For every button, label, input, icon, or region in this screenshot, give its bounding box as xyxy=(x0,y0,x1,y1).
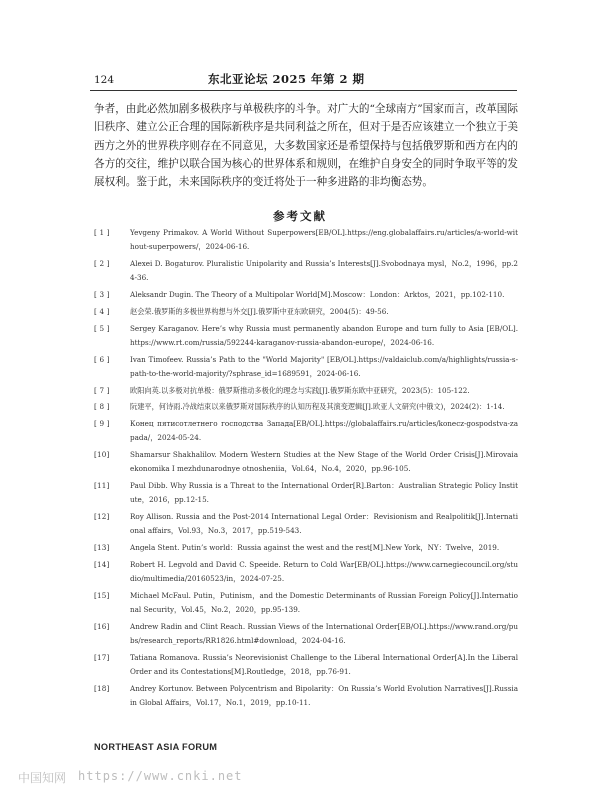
reference-number: [ 4 ] xyxy=(94,306,110,316)
reference-item xyxy=(94,682,518,710)
reference-number: [18] xyxy=(94,683,110,693)
reference-number: [ 6 ] xyxy=(94,354,110,364)
reference-text: Alexei D. Bogaturov. Pluralistic Unipolarity and Russia’s Interests[J].Svobodnaya mysl，No.2，1996，pp.24-36. xyxy=(130,259,518,283)
reference-text: Andrey Kortunov. Between Polycentrism and Bipolarity：On Russia’s World Evolution Narratives[J].Russia in Global Affairs，Vol.17，No.1，2019，pp.10-11. xyxy=(130,683,518,708)
reference-item xyxy=(94,305,518,319)
reference-text: Ivan Timofeev. Russia’s Path to the "World Majority" [EB/OL].https://valdaiclub.com/a/highlights/russia-s-path-to-the-world-majority/?sphrase_id=1689591，2024-06-16. xyxy=(130,354,518,378)
reference-item xyxy=(94,257,518,285)
reference-item xyxy=(94,384,518,398)
reference-text: Shamarsur Shakhalilov. Modern Western Studies at the New Stage of the World Order Crisis[J].Mirovaia ekonomika I mezhdunarodnye otnosheniia，Vol.64，No.4，2020，pp.96-105. xyxy=(130,450,518,474)
reference-number: [10] xyxy=(94,450,110,460)
reference-item xyxy=(94,541,518,555)
reference-list xyxy=(94,226,518,713)
reference-item xyxy=(94,651,518,679)
reference-item xyxy=(94,510,518,538)
reference-text: Angela Stent. Putin’s world：Russia against the west and the rest[M].New York，NY：Twelve，2019. xyxy=(130,543,500,553)
reference-number: [14] xyxy=(94,559,110,569)
watermark-url: https://www.cnki.net xyxy=(78,769,243,783)
reference-item xyxy=(94,288,518,302)
reference-text: Robert H. Legvold and David C. Speeide. Return to Cold War[EB/OL].https://www.carnegiecouncil.org/studio/multimedia/20160523/in，2024-07-25. xyxy=(130,559,518,584)
reference-item xyxy=(94,558,518,586)
reference-number: [12] xyxy=(94,512,110,522)
references-heading: 参考文献 xyxy=(273,209,327,223)
header-rule xyxy=(90,90,517,91)
reference-text: 欧阳向英.以多极对抗单极：俄罗斯推动多极化的理念与实践[J].俄罗斯东欧中亚研究，2023(5)：105-122. xyxy=(130,385,470,395)
reference-item xyxy=(94,226,518,254)
reference-number: [17] xyxy=(94,652,110,662)
reference-number: [13] xyxy=(94,543,110,553)
reference-item xyxy=(94,479,518,507)
watermark-site-name: 中国知网 xyxy=(18,771,67,785)
reference-text: Конец пятисотлетнего господства Запада[EB/OL].https://globalaffairs.ru/articles/konecz-gospodstva-zapada/，2024-05-24. xyxy=(130,419,518,443)
reference-number: [16] xyxy=(94,621,110,631)
body-paragraph: 争者，由此必然加剧多极秩序与单极秩序的斗争。对广大的“全球南方”国家而言，改革国际旧秩序、建立公正合理的国际新秩序是共同利益之所在，但对于是否应该建立一个独立于美西方之外的世界秩序则存在不同意见，大多数国家还是希望保持与包括俄罗斯和西方在内的各方的交往，维护以联合国为核心的世界体系和规则，在维护自身安全的同时争取平等的发展权利。鉴于此，未来国际秩序的变迁将处于一种多进路的非均衡态势。 xyxy=(94,103,518,189)
reference-number: [ 7 ] xyxy=(94,385,110,395)
reference-number: [ 9 ] xyxy=(94,419,110,429)
reference-item xyxy=(94,448,518,476)
reference-text: 阮建平，何诗雨.冷战结束以来俄罗斯对国际秩序的认知历程及其演变逻辑[J].欧亚人文研究(中俄文)，2024(2)：1-14. xyxy=(130,402,505,412)
reference-text: Roy Allison. Russia and the Post-2014 International Legal Order：Revisionism and Realpolitik[J].International affairs，Vol.93，No.3，2017，pp.519-543. xyxy=(130,512,518,536)
reference-item xyxy=(94,353,518,381)
reference-text: Andrew Radin and Clint Reach. Russian Views of the International Order[EB/OL].https://www.rand.org/pubs/research_reports/RR1826.html#download，2024-04-16. xyxy=(130,621,518,646)
reference-number: [11] xyxy=(94,481,110,491)
reference-text: Aleksandr Dugin. The Theory of a Multipolar World[M].Moscow：London：Arktos，2021，pp.102-110. xyxy=(130,290,505,299)
running-head: 东北亚论坛 2025 年第 2 期 xyxy=(208,72,365,86)
reference-number: [ 2 ] xyxy=(94,259,110,268)
reference-number: [ 8 ] xyxy=(94,402,110,412)
reference-text: Sergey Karaganov. Here’s why Russia must permanently abandon Europe and turn fully to Asia [EB/OL]. https://www.rt.com/russia/592244-karaganov-russia-abandon-europe/，2024-06-16. xyxy=(130,323,518,347)
footer-journal-name: NORTHEAST ASIA FORUM xyxy=(94,742,218,752)
reference-item xyxy=(94,589,518,617)
reference-number: [15] xyxy=(94,590,110,600)
reference-number: [ 3 ] xyxy=(94,290,110,299)
reference-text: Yevgeny Primakov. A World Without Superpowers[EB/OL].https://eng.globalaffairs.ru/articles/a-world-without-superpowers/，2024-06-16. xyxy=(130,228,518,252)
page-number: 124 xyxy=(94,74,115,86)
reference-item xyxy=(94,417,518,445)
reference-number: [ 5 ] xyxy=(94,323,110,333)
reference-item xyxy=(94,620,518,648)
reference-number: [ 1 ] xyxy=(94,228,110,237)
reference-text: Michael McFaul. Putin，Putinism，and the Domestic Determinants of Russian Foreign Policy[J].International Security，Vol.45，No.2，2020，pp.95-139. xyxy=(130,590,518,615)
reference-text: Paul Dibb. Why Russia is a Threat to the International Order[R].Barton：Australian Strategic Policy Institute，2016，pp.12-15. xyxy=(130,481,518,505)
reference-item xyxy=(94,322,518,350)
reference-text: 赵会荣.俄罗斯的多极世界构想与外交[J].俄罗斯中亚东欧研究，2004(5)：49-56. xyxy=(130,306,389,316)
reference-text: Tatiana Romanova. Russia’s Neorevisionist Challenge to the Liberal International Order[A].In the Liberal Order and its Contestations[M].Routledge，2018，pp.76-91. xyxy=(130,652,518,677)
watermark xyxy=(18,769,243,786)
reference-item xyxy=(94,400,518,414)
